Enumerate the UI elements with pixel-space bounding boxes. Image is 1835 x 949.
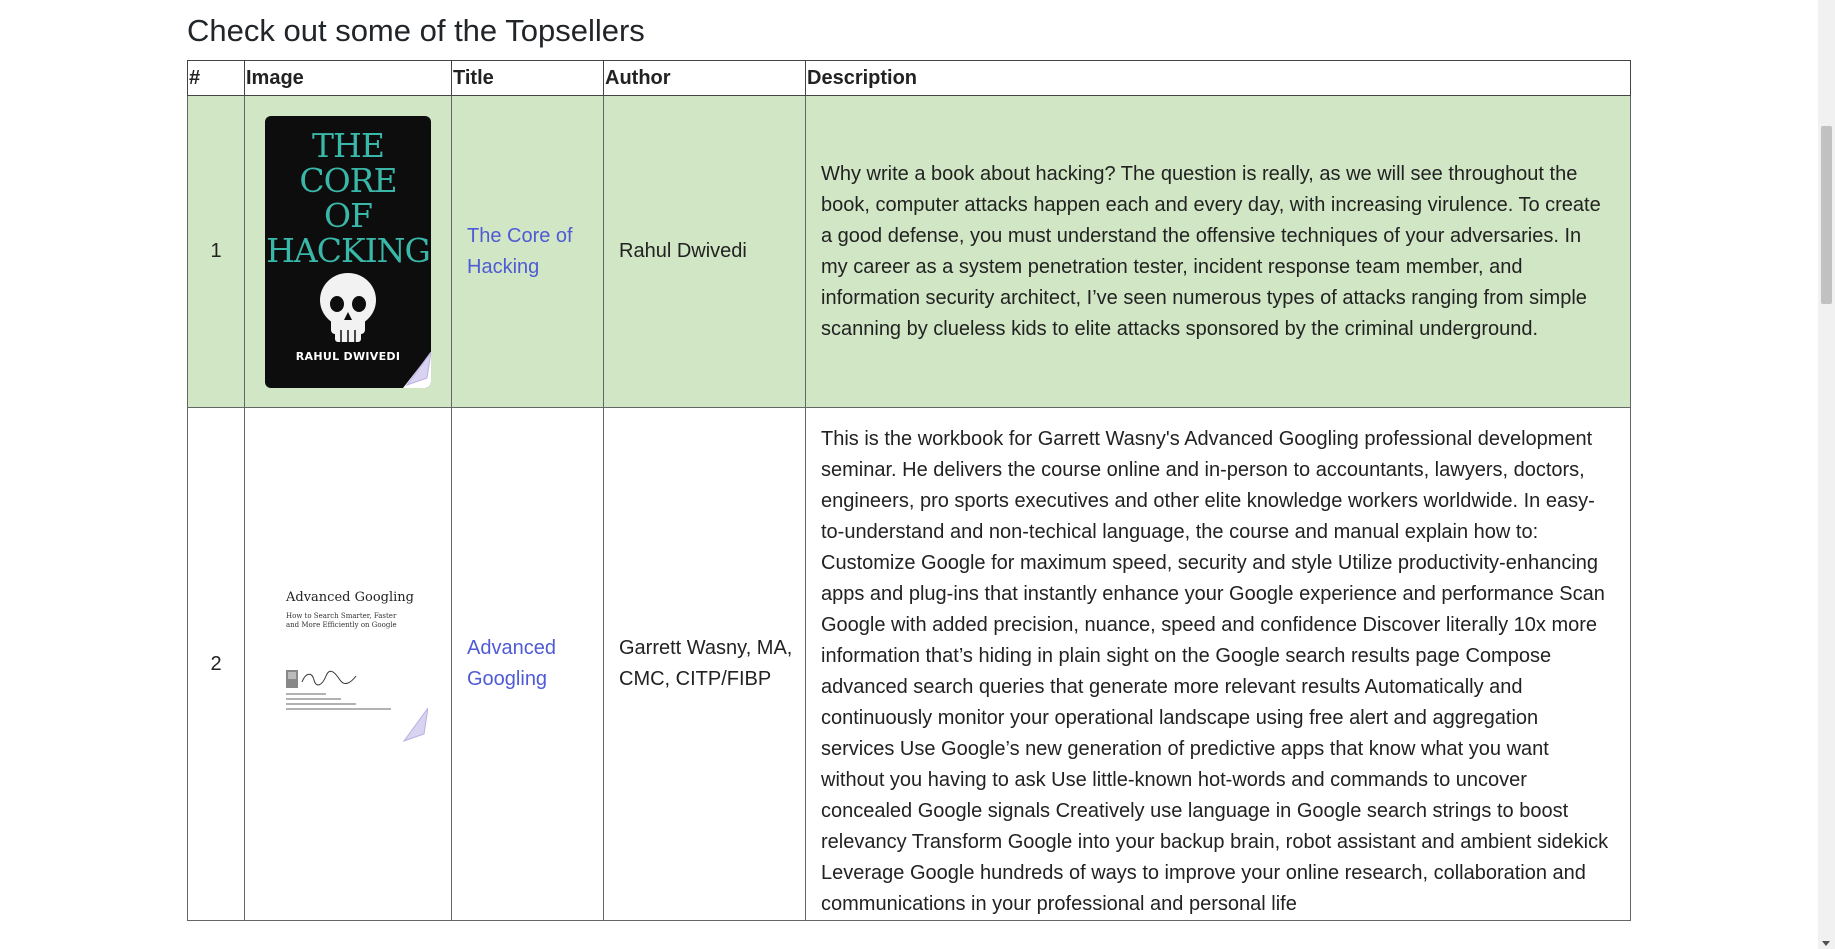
column-header-image: Image (245, 61, 452, 96)
table-row (188, 408, 1631, 921)
cover-title: Advanced Googling (286, 590, 414, 605)
scroll-down-arrow-icon[interactable] (1822, 941, 1830, 946)
cover-author: RAHUL DWIVEDI (295, 349, 401, 363)
book-title-cell (452, 96, 604, 408)
table-header-row (188, 61, 1631, 96)
page-title: Check out some of the Topsellers (187, 13, 645, 48)
book-author: Rahul Dwivedi (604, 96, 806, 408)
main-content (187, 0, 1630, 921)
column-header-title: Title (452, 61, 604, 96)
book-cover-advanced-googling[interactable] (268, 584, 428, 744)
book-image-cell (245, 408, 452, 921)
row-number: 2 (188, 408, 245, 921)
book-description: This is the workbook for Garrett Wasny's Advanced Googling professional development seminar. He delivers the course online and in-person to accountants, lawyers, doctors, engineers, pro sports executives and other elite knowledge workers worldwide. In easy-to-understand and non-techical language, the course and manual explain how to: Customize Google for maximum speed, security and style Utilize productivity-enhancing apps and plug-ins that instantly enhance your Google experience and performance Scan Google with added precision, nuance, speed and confidence Discover literally 10x more information that’s hiding in plain sight on the Google search results page Compose advanced search queries that generate more relevant results Automatically and continuously monitor your operational landscape using free alert and aggregation services Use Google’s new generation of predictive apps that know what you want without you having to ask Use little-known hot-words and commands to uncover concealed Google signals Creatively use language in Google search strings to boost relevancy Transform Google into your backup brain, robot assistant and ambient sidekick Leverage Google hundreds of ways to improve your online research, collaboration and communications in your professional and personal life (806, 408, 1631, 921)
book-title-link[interactable]: The Core of Hacking (467, 224, 573, 278)
column-header-description: Description (806, 61, 1631, 96)
book-cover-core-of-hacking[interactable] (265, 116, 431, 388)
row-number: 1 (188, 96, 245, 408)
book-image-cell (245, 96, 452, 408)
column-header-author: Author (604, 61, 806, 96)
book-title-link[interactable]: Advanced Googling (467, 637, 556, 690)
contact-lines-icon (286, 692, 396, 716)
book-author: Garrett Wasny, MA, CMC, CITP/FIBP (604, 408, 806, 921)
skull-icon (317, 272, 379, 350)
book-description: Why write a book about hacking? The question is really, as we will see throughout the book, computer attacks happen each and every day, with increasing virulence. To create a good defense, you must understand the offensive techniques of your adversaries. In my career as a system penetration tester, incident response team member, and information security architect, I’ve seen numerous types of attacks ranging from simple scanning by clueless kids to elite attacks sponsored by the criminal underground. (806, 96, 1631, 408)
page-curl-icon (400, 708, 428, 744)
vertical-scrollbar[interactable] (1818, 0, 1835, 949)
column-header-number: # (188, 61, 245, 96)
cover-subtitle: How to Search Smarter, Faster and More Efficiently on Google (286, 612, 397, 629)
book-title-cell (452, 408, 604, 921)
table-row (188, 96, 1631, 408)
page-curl-icon (403, 352, 431, 388)
cover-title: THE CORE OF HACKING (266, 125, 430, 270)
author-photo-signature-icon (286, 668, 366, 690)
topsellers-table (187, 60, 1631, 921)
scrollbar-thumb[interactable] (1821, 126, 1832, 304)
